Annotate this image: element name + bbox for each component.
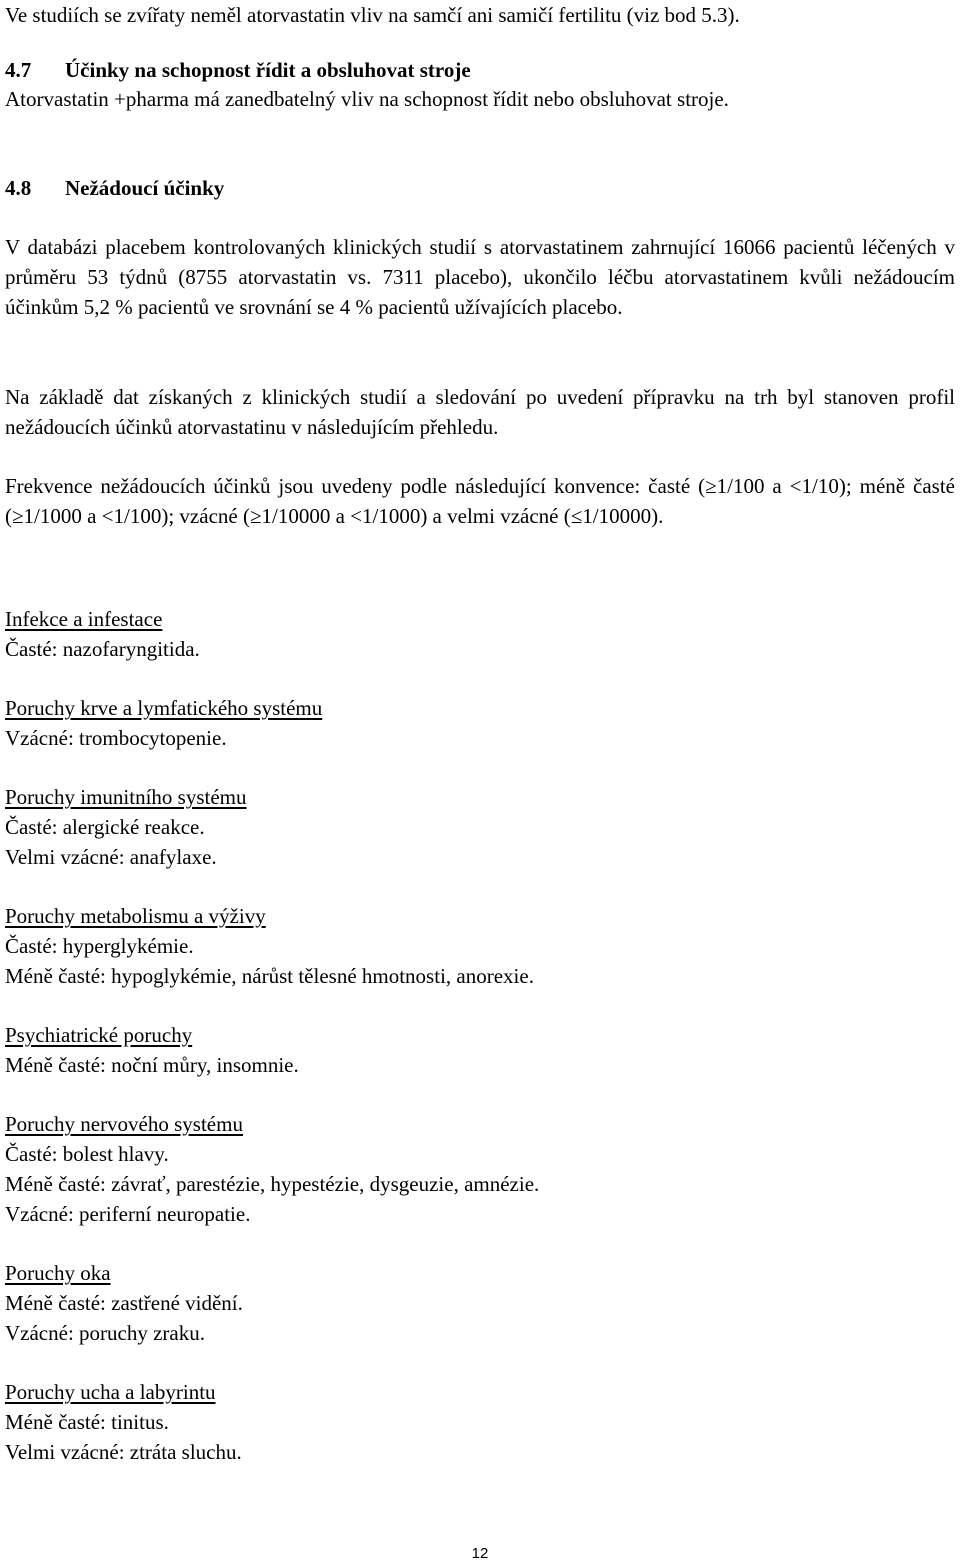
organ-class-title (5, 1109, 955, 1139)
organ-class-section (5, 1377, 955, 1467)
adverse-effect-line: Méně časté: noční můry, insomnie. (5, 1053, 299, 1077)
organ-class-section (5, 604, 955, 664)
organ-class-title (5, 782, 955, 812)
organ-class-title-text: Poruchy ucha a labyrintu (5, 1380, 216, 1404)
organ-class-title (5, 1258, 955, 1288)
organ-class-title-text: Poruchy krve a lymfatického systému (5, 696, 323, 720)
organ-class-title (5, 1377, 955, 1407)
organ-class-title (5, 693, 955, 723)
organ-class-title-text: Poruchy oka (5, 1261, 111, 1285)
organ-class-section (5, 1258, 955, 1348)
organ-class-title (5, 901, 955, 931)
section-4-7-title: Účinky na schopnost řídit a obsluhovat stroje (65, 58, 471, 82)
organ-class-title-text: Poruchy nervového systému (5, 1112, 243, 1136)
adverse-effect-line: Méně časté: závrať, parestézie, hypestézie, dysgeuzie, amnézie. (5, 1172, 540, 1196)
section-4-7-heading (5, 55, 471, 85)
organ-class-section (5, 693, 955, 753)
section-4-8-number: 4.8 (5, 176, 32, 200)
adverse-effects-paragraph-1: V databázi placebem kontrolovaných klinických studií s atorvastatinem zahrnující 16066 pacientů léčených v průměru 53 týdnů (8755 atorvastatin vs. 7311 placebo), ukončilo léčbu atorvastatinem kvůli nežádoucím účinkům 5,2 % pacientů ve srovnání se 4 % pacientů užívajících placebo. (5, 235, 955, 319)
adverse-effect-line: Velmi vzácné: anafylaxe. (5, 845, 217, 869)
organ-class-title-text: Infekce a infestace (5, 607, 163, 631)
section-4-8-title: Nežádoucí účinky (65, 176, 225, 200)
adverse-effect-line: Časté: hyperglykémie. (5, 934, 194, 958)
adverse-effect-line: Vzácné: poruchy zraku. (5, 1321, 205, 1345)
adverse-effect-line: Časté: alergické reakce. (5, 815, 205, 839)
adverse-effect-line: Vzácné: trombocytopenie. (5, 726, 227, 750)
adverse-effect-line: Velmi vzácné: ztráta sluchu. (5, 1440, 242, 1464)
organ-class-section (5, 1020, 955, 1080)
organ-class-title (5, 604, 955, 634)
page-number: 12 (471, 1545, 489, 1562)
organ-class-title-text: Psychiatrické poruchy (5, 1023, 193, 1047)
adverse-effect-line: Časté: nazofaryngitida. (5, 637, 200, 661)
organ-class-title-text: Poruchy metabolismu a výživy (5, 904, 266, 928)
adverse-effect-line: Méně časté: tinitus. (5, 1410, 169, 1434)
section-4-8-heading (5, 173, 224, 203)
section-4-7-text: Atorvastatin +pharma má zanedbatelný vliv na schopnost řídit nebo obsluhovat stroje. (5, 87, 729, 111)
section-4-7-number: 4.7 (5, 58, 32, 82)
frequency-convention-paragraph: Frekvence nežádoucích účinků jsou uvedeny podle následující konvence: časté (≥1/100 a <1/10); méně časté (≥1/1000 a <1/100); vzácné (≥1/10000 a <1/1000) a velmi vzácné (≤1/10000). (5, 474, 955, 528)
organ-class-title-text: Poruchy imunitního systému (5, 785, 247, 809)
adverse-effect-line: Méně časté: hypoglykémie, nárůst tělesné hmotnosti, anorexie. (5, 964, 534, 988)
adverse-effect-line: Méně časté: zastřené vidění. (5, 1291, 243, 1315)
organ-class-title (5, 1020, 955, 1050)
adverse-effects-paragraph-2: Na základě dat získaných z klinických studií a sledování po uvedení přípravku na trh byl stanoven profil nežádoucích účinků atorvastatinu v následujícím přehledu. (5, 385, 955, 439)
organ-class-section (5, 782, 955, 872)
adverse-effect-line: Časté: bolest hlavy. (5, 1142, 169, 1166)
organ-class-section (5, 1109, 955, 1229)
intro-line: Ve studiích se zvířaty neměl atorvastatin vliv na samčí ani samičí fertilitu (viz bod 5.3). (5, 3, 740, 27)
adverse-effect-line: Vzácné: periferní neuropatie. (5, 1202, 251, 1226)
organ-class-section (5, 901, 955, 991)
